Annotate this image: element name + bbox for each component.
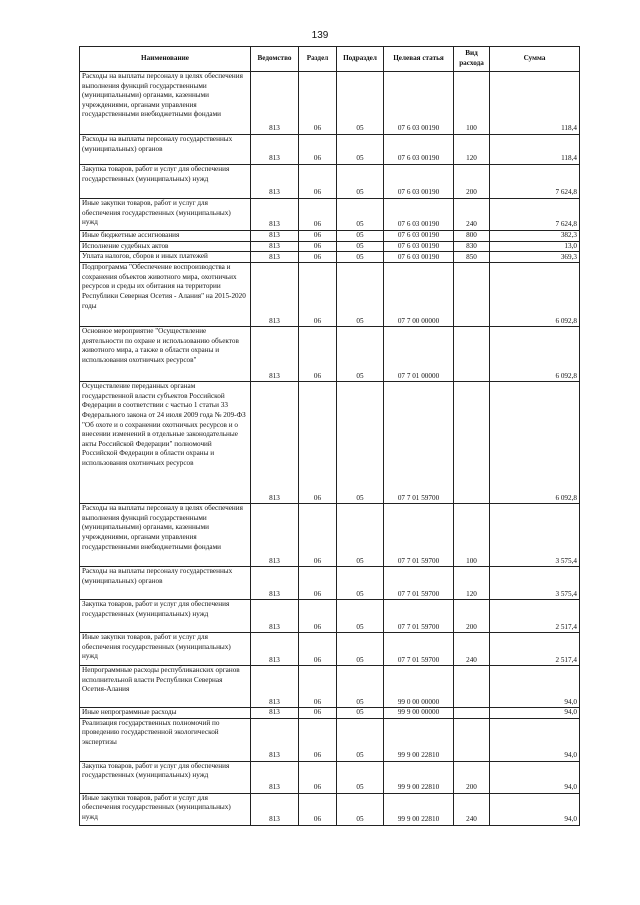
cell-target-item: 07 7 01 59700	[384, 633, 454, 666]
cell-subsection: 05	[337, 263, 384, 327]
cell-expense-type: 240	[454, 633, 490, 666]
cell-target-item: 07 6 03 00190	[384, 241, 454, 252]
cell-department: 813	[251, 633, 299, 666]
table-row	[80, 504, 580, 567]
cell-subsection: 05	[337, 708, 384, 719]
cell-sum: 6 092,8	[490, 263, 580, 327]
table-body	[80, 72, 580, 826]
table-row	[80, 382, 580, 504]
table-row	[80, 199, 580, 231]
cell-sum: 94,0	[490, 793, 580, 825]
cell-name: Исполнение судебных актов	[80, 241, 251, 252]
cell-section: 06	[299, 666, 337, 708]
cell-name: Иные закупки товаров, работ и услуг для обеспечения государственных (муниципальных) нужд	[80, 199, 251, 231]
cell-sum: 118,4	[490, 135, 580, 165]
cell-section: 06	[299, 633, 337, 666]
cell-name: Расходы на выплаты персоналу в целях обеспечения выполнения функций государственными (муниципальными) органами, казенными учреждениями, органами управления государственными внебюджетными фондами	[80, 72, 251, 135]
column-header-sum: Сумма	[490, 47, 580, 72]
cell-name: Осуществление переданных органам государственной власти субъектов Российской Федерации в соответствии с частью 1 статьи 33 Федерального закона от 24 июля 2009 года № 209-ФЗ "Об охоте и о сохранении охотничьих ресурсов и о внесении изменений в отдельные законодательные акты Российской Федерации" полномочий Российской Федерации в области охраны и использования охотничьих ресурсов	[80, 382, 251, 504]
cell-section: 06	[299, 199, 337, 231]
cell-subsection: 05	[337, 666, 384, 708]
cell-department: 813	[251, 72, 299, 135]
cell-sum: 2 517,4	[490, 633, 580, 666]
cell-section: 06	[299, 504, 337, 567]
cell-subsection: 05	[337, 504, 384, 567]
cell-name: Основное мероприятие "Осуществление деятельности по охране и использованию объектов животного мира, а также в области охраны и использования охотничьих ресурсов"	[80, 327, 251, 382]
table-row	[80, 165, 580, 199]
budget-table	[79, 46, 580, 826]
cell-section: 06	[299, 600, 337, 633]
cell-name: Иные закупки товаров, работ и услуг для обеспечения государственных (муниципальных) нужд	[80, 793, 251, 825]
cell-target-item: 07 6 03 00190	[384, 252, 454, 263]
cell-target-item: 07 7 00 00000	[384, 263, 454, 327]
cell-department: 813	[251, 135, 299, 165]
cell-expense-type: 100	[454, 504, 490, 567]
cell-subsection: 05	[337, 199, 384, 231]
cell-name: Расходы на выплаты персоналу государственных (муниципальных) органов	[80, 135, 251, 165]
cell-section: 06	[299, 165, 337, 199]
column-header-target-item: Целевая статья	[384, 47, 454, 72]
cell-expense-type: 240	[454, 199, 490, 231]
cell-target-item: 99 0 00 00000	[384, 666, 454, 708]
table-row	[80, 600, 580, 633]
cell-target-item: 07 6 03 00190	[384, 135, 454, 165]
cell-expense-type	[454, 708, 490, 719]
cell-section: 06	[299, 72, 337, 135]
page-number: 139	[311, 30, 329, 41]
cell-section: 06	[299, 135, 337, 165]
cell-department: 813	[251, 252, 299, 263]
cell-expense-type: 100	[454, 72, 490, 135]
table-row	[80, 666, 580, 708]
table-header-row	[80, 47, 580, 72]
cell-expense-type: 850	[454, 252, 490, 263]
cell-target-item: 07 6 03 00190	[384, 72, 454, 135]
cell-expense-type: 200	[454, 761, 490, 793]
cell-target-item: 07 7 01 59700	[384, 600, 454, 633]
cell-sum: 369,3	[490, 252, 580, 263]
cell-department: 813	[251, 327, 299, 382]
table-row	[80, 72, 580, 135]
column-header-name: Наименование	[80, 47, 251, 72]
cell-sum: 94,0	[490, 708, 580, 719]
cell-target-item: 07 6 03 00190	[384, 165, 454, 199]
cell-sum: 6 092,8	[490, 327, 580, 382]
cell-expense-type: 120	[454, 135, 490, 165]
cell-sum: 94,0	[490, 761, 580, 793]
cell-department: 813	[251, 666, 299, 708]
cell-subsection: 05	[337, 241, 384, 252]
table-row	[80, 231, 580, 242]
cell-target-item: 07 7 01 59700	[384, 567, 454, 600]
cell-section: 06	[299, 241, 337, 252]
cell-sum: 3 575,4	[490, 567, 580, 600]
cell-expense-type	[454, 666, 490, 708]
cell-name: Уплата налогов, сборов и иных платежей	[80, 252, 251, 263]
cell-section: 06	[299, 708, 337, 719]
column-header-expense-type: Вид расхода	[454, 47, 490, 72]
cell-department: 813	[251, 231, 299, 242]
cell-department: 813	[251, 793, 299, 825]
cell-sum: 7 624,8	[490, 165, 580, 199]
table-row	[80, 708, 580, 719]
cell-target-item: 07 7 01 00000	[384, 327, 454, 382]
cell-department: 813	[251, 504, 299, 567]
cell-target-item: 07 6 03 00190	[384, 231, 454, 242]
cell-target-item: 99 9 00 22810	[384, 718, 454, 761]
cell-subsection: 05	[337, 567, 384, 600]
cell-expense-type: 120	[454, 567, 490, 600]
cell-section: 06	[299, 263, 337, 327]
table-row	[80, 135, 580, 165]
cell-sum: 94,0	[490, 666, 580, 708]
cell-expense-type: 200	[454, 165, 490, 199]
cell-sum: 7 624,8	[490, 199, 580, 231]
cell-subsection: 05	[337, 793, 384, 825]
cell-expense-type: 240	[454, 793, 490, 825]
cell-subsection: 05	[337, 600, 384, 633]
cell-department: 813	[251, 718, 299, 761]
cell-section: 06	[299, 327, 337, 382]
cell-name: Расходы на выплаты персоналу в целях обеспечения выполнения функций государственными (муниципальными) органами, казенными учреждениями, органами управления государственными внебюджетными фондами	[80, 504, 251, 567]
cell-target-item: 07 7 01 59700	[384, 382, 454, 504]
cell-sum: 94,0	[490, 718, 580, 761]
cell-section: 06	[299, 761, 337, 793]
table-row	[80, 567, 580, 600]
table-row	[80, 718, 580, 761]
column-header-department: Ведомство	[251, 47, 299, 72]
cell-sum: 3 575,4	[490, 504, 580, 567]
cell-sum: 6 092,8	[490, 382, 580, 504]
cell-section: 06	[299, 252, 337, 263]
cell-name: Иные непрограммные расходы	[80, 708, 251, 719]
cell-sum: 118,4	[490, 72, 580, 135]
cell-target-item: 07 6 03 00190	[384, 199, 454, 231]
cell-subsection: 05	[337, 327, 384, 382]
table-row	[80, 263, 580, 327]
column-header-section: Раздел	[299, 47, 337, 72]
cell-department: 813	[251, 199, 299, 231]
cell-expense-type	[454, 382, 490, 504]
table-row	[80, 793, 580, 825]
cell-section: 06	[299, 567, 337, 600]
cell-name: Закупка товаров, работ и услуг для обеспечения государственных (муниципальных) нужд	[80, 600, 251, 633]
table-row	[80, 633, 580, 666]
cell-section: 06	[299, 718, 337, 761]
cell-expense-type	[454, 263, 490, 327]
cell-name: Расходы на выплаты персоналу государственных (муниципальных) органов	[80, 567, 251, 600]
cell-section: 06	[299, 231, 337, 242]
cell-sum: 382,3	[490, 231, 580, 242]
cell-target-item: 99 9 00 22810	[384, 793, 454, 825]
cell-department: 813	[251, 241, 299, 252]
cell-name: Иные бюджетные ассигнования	[80, 231, 251, 242]
cell-subsection: 05	[337, 165, 384, 199]
table-row	[80, 761, 580, 793]
cell-target-item: 99 9 00 00000	[384, 708, 454, 719]
cell-expense-type: 200	[454, 600, 490, 633]
cell-subsection: 05	[337, 761, 384, 793]
cell-target-item: 99 9 00 22810	[384, 761, 454, 793]
table-row	[80, 252, 580, 263]
cell-department: 813	[251, 761, 299, 793]
column-header-subsection: Подраздел	[337, 47, 384, 72]
cell-sum: 2 517,4	[490, 600, 580, 633]
cell-section: 06	[299, 382, 337, 504]
cell-name: Непрограммные расходы республиканских органов исполнительной власти Республики Северная Осетия-Алания	[80, 666, 251, 708]
table-row	[80, 327, 580, 382]
cell-expense-type: 830	[454, 241, 490, 252]
cell-subsection: 05	[337, 252, 384, 263]
cell-name: Иные закупки товаров, работ и услуг для обеспечения государственных (муниципальных) нужд	[80, 633, 251, 666]
cell-subsection: 05	[337, 72, 384, 135]
cell-name: Реализация государственных полномочий по проведению государственной экологической экспертизы	[80, 718, 251, 761]
cell-department: 813	[251, 165, 299, 199]
cell-department: 813	[251, 708, 299, 719]
cell-section: 06	[299, 793, 337, 825]
cell-name: Закупка товаров, работ и услуг для обеспечения государственных (муниципальных) нужд	[80, 761, 251, 793]
cell-subsection: 05	[337, 633, 384, 666]
cell-expense-type: 800	[454, 231, 490, 242]
table-row	[80, 241, 580, 252]
cell-name: Подпрограмма "Обеспечение воспроизводства и сохранения объектов животного мира, охотничьих ресурсов и среды их обитания на территории Республики Северная Осетия - Алания" на 2015-2020 годы	[80, 263, 251, 327]
cell-expense-type	[454, 718, 490, 761]
cell-subsection: 05	[337, 382, 384, 504]
cell-department: 813	[251, 382, 299, 504]
cell-expense-type	[454, 327, 490, 382]
cell-subsection: 05	[337, 718, 384, 761]
cell-subsection: 05	[337, 135, 384, 165]
cell-target-item: 07 7 01 59700	[384, 504, 454, 567]
cell-subsection: 05	[337, 231, 384, 242]
cell-name: Закупка товаров, работ и услуг для обеспечения государственных (муниципальных) нужд	[80, 165, 251, 199]
cell-department: 813	[251, 263, 299, 327]
cell-department: 813	[251, 567, 299, 600]
cell-sum: 13,0	[490, 241, 580, 252]
cell-department: 813	[251, 600, 299, 633]
